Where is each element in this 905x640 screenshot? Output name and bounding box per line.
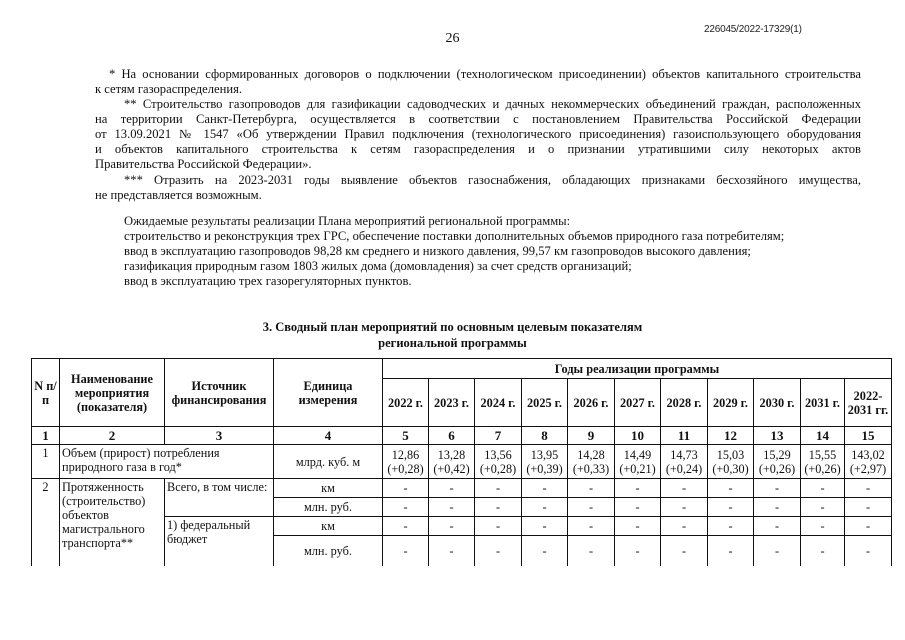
increment: (+0,24)	[665, 461, 703, 476]
column-number: 4	[274, 427, 383, 445]
row-name-gas-consumption: Объем (прирост) потребления природного газа в год*	[60, 445, 274, 479]
dash-cell: -	[708, 517, 754, 536]
dash-cell: -	[845, 479, 892, 498]
increment: (+0,39)	[526, 461, 563, 476]
header-cell-years-group: Годы реализации программы	[383, 359, 892, 379]
dash-cell: -	[754, 517, 801, 536]
page-number: 26	[445, 31, 460, 46]
dash-cell: -	[568, 479, 615, 498]
results-intro: Ожидаемые результаты реализации Плана мероприятий региональной программы:	[124, 214, 571, 228]
document-id: 226045/2022-17329(1)	[704, 24, 802, 35]
column-number: 7	[475, 427, 522, 445]
dash-cell: -	[429, 479, 475, 498]
dash-cell: -	[661, 498, 708, 517]
dash-cell: -	[801, 536, 845, 566]
unit-cell: км	[274, 479, 383, 498]
header-cell-name: Наименование мероприятия (показателя)	[60, 359, 165, 427]
source-total: Всего, в том числе:	[165, 479, 274, 517]
dash-cell: -	[568, 517, 615, 536]
dash-cell: -	[475, 536, 522, 566]
header-year: 2031 г.	[801, 379, 845, 427]
increment: (+0,30)	[712, 461, 749, 476]
header-year-total: 2022-2031 гг.	[845, 379, 892, 427]
row-name-pipeline-length: Протяженность (строительство) объектов магистрального транспорта**	[60, 479, 165, 566]
dash-cell: -	[383, 479, 429, 498]
dash-cell: -	[475, 517, 522, 536]
value-cell	[383, 445, 429, 479]
header-year: 2023 г.	[429, 379, 475, 427]
footnote-2-line-2: на территории Санкт-Петербурга, осуществляется в соответствии с постановлением Правительства Российской Федерации	[95, 112, 861, 126]
header-cell-unit: Единица измерения	[274, 359, 383, 427]
dash-cell: -	[754, 498, 801, 517]
dash-cell: -	[615, 498, 661, 517]
results-item: строительство и реконструкция трех ГРС, обеспечение поставки дополнительных объемов природного газа потребителям;	[124, 229, 785, 243]
footnote-1-line-2: к сетям газораспределения.	[95, 82, 243, 96]
dash-cell: -	[845, 517, 892, 536]
increment: (+0,26)	[804, 461, 841, 476]
row-number: 2	[32, 479, 60, 566]
increment: (+0,26)	[758, 461, 796, 476]
row-number: 1	[32, 445, 60, 479]
dash-cell: -	[845, 536, 892, 566]
dash-cell: -	[568, 498, 615, 517]
value-cell	[522, 445, 568, 479]
column-number: 9	[568, 427, 615, 445]
dash-cell: -	[383, 517, 429, 536]
increment: (+0,42)	[433, 461, 470, 476]
value-cell	[845, 445, 892, 479]
dash-cell: -	[475, 498, 522, 517]
value: 15,55	[808, 447, 837, 462]
dash-cell: -	[615, 517, 661, 536]
footnote-3-line-2: не представляется возможным.	[95, 188, 262, 202]
value: 143,02	[851, 447, 885, 462]
increment: (+0,21)	[619, 461, 656, 476]
value-cell	[708, 445, 754, 479]
header-year: 2024 г.	[475, 379, 522, 427]
column-number: 13	[754, 427, 801, 445]
value-cell	[661, 445, 708, 479]
column-number: 15	[845, 427, 892, 445]
header-year: 2027 г.	[615, 379, 661, 427]
dash-cell: -	[522, 479, 568, 498]
column-number: 14	[801, 427, 845, 445]
dash-cell: -	[754, 479, 801, 498]
footnote-1-line-1: * На основании сформированных договоров о подключении (технологическом присоединении) объектов капитального строительства	[109, 67, 861, 81]
footnote-2-line-1: ** Строительство газопроводов для газификации садоводческих и дачных некоммерческих объединений граждан, расположенных	[124, 97, 861, 111]
column-number: 3	[165, 427, 274, 445]
value-cell	[429, 445, 475, 479]
footnote-2-line-3: от 13.09.2021 № 1547 «Об утверждении Правил подключения (технологического присоединения) газоиспользующего оборудования	[95, 127, 861, 141]
footnote-2-line-4: и объектов капитального строительства к сетям газораспределения и о признании утратившими силу некоторых актов	[95, 142, 861, 156]
dash-cell: -	[429, 517, 475, 536]
value: 15,29	[763, 447, 791, 462]
value: 13,95	[530, 447, 559, 462]
dash-cell: -	[475, 479, 522, 498]
value: 13,56	[484, 447, 512, 462]
column-number: 6	[429, 427, 475, 445]
increment: (+0,28)	[387, 461, 424, 476]
header-cell-source: Источник финансирования	[165, 359, 274, 427]
column-number: 2	[60, 427, 165, 445]
increment: (+0,33)	[572, 461, 610, 476]
footnote-2-line-5: Правительства Российской Федерации».	[95, 157, 312, 171]
value: 15,03	[716, 447, 745, 462]
increment: (+0,28)	[479, 461, 517, 476]
dash-cell: -	[801, 517, 845, 536]
header-year: 2029 г.	[708, 379, 754, 427]
dash-cell: -	[801, 498, 845, 517]
header-year: 2026 г.	[568, 379, 615, 427]
increment: (+2,97)	[849, 461, 887, 476]
dash-cell: -	[615, 479, 661, 498]
dash-cell: -	[615, 536, 661, 566]
results-item: ввод в эксплуатацию газопроводов 98,28 км среднего и низкого давления, 99,57 км газопроводов высокого давления;	[124, 244, 751, 258]
dash-cell: -	[522, 536, 568, 566]
dash-cell: -	[522, 498, 568, 517]
results-item: ввод в эксплуатацию трех газорегуляторных пунктов.	[124, 274, 412, 288]
dash-cell: -	[708, 536, 754, 566]
value: 12,86	[391, 447, 420, 462]
dash-cell: -	[801, 479, 845, 498]
section-title-line-1: 3. Сводный план мероприятий по основным целевым показателям	[262, 320, 643, 334]
header-year: 2025 г.	[522, 379, 568, 427]
value-cell	[615, 445, 661, 479]
dash-cell: -	[661, 517, 708, 536]
value: 14,49	[623, 447, 652, 462]
dash-cell: -	[429, 536, 475, 566]
dash-cell: -	[661, 479, 708, 498]
dash-cell: -	[383, 536, 429, 566]
dash-cell: -	[708, 479, 754, 498]
value-cell	[754, 445, 801, 479]
unit-cell: млн. руб.	[274, 498, 383, 517]
unit-cell: км	[274, 517, 383, 536]
dash-cell: -	[568, 536, 615, 566]
source-federal-budget: 1) федеральный бюджет	[165, 517, 274, 566]
dash-cell: -	[845, 498, 892, 517]
value: 13,28	[437, 447, 466, 462]
dash-cell: -	[522, 517, 568, 536]
value: 14,28	[577, 447, 605, 462]
dash-cell: -	[661, 536, 708, 566]
dash-cell: -	[708, 498, 754, 517]
header-year: 2030 г.	[754, 379, 801, 427]
dash-cell: -	[429, 498, 475, 517]
value-cell	[475, 445, 522, 479]
results-item: газификация природным газом 1803 жилых дома (домовладения) за счет средств организаций;	[124, 259, 632, 273]
column-number: 5	[383, 427, 429, 445]
section-title-line-2: региональной программы	[378, 336, 527, 350]
value-cell	[568, 445, 615, 479]
column-number: 11	[661, 427, 708, 445]
header-year: 2028 г.	[661, 379, 708, 427]
column-number: 12	[708, 427, 754, 445]
header-year: 2022 г.	[383, 379, 429, 427]
header-cell-number: N п/п	[32, 359, 60, 427]
column-number: 10	[615, 427, 661, 445]
summary-plan-table	[31, 358, 892, 566]
dash-cell: -	[383, 498, 429, 517]
unit-cell: млн. руб.	[274, 536, 383, 566]
unit-cell: млрд. куб. м	[274, 445, 383, 479]
footnote-3-line-1: *** Отразить на 2023-2031 годы выявление объектов газоснабжения, обладающих признаками бесхозяйного имущества,	[124, 173, 861, 187]
column-number: 8	[522, 427, 568, 445]
value: 14,73	[670, 447, 698, 462]
dash-cell: -	[754, 536, 801, 566]
column-number: 1	[32, 427, 60, 445]
value-cell	[801, 445, 845, 479]
